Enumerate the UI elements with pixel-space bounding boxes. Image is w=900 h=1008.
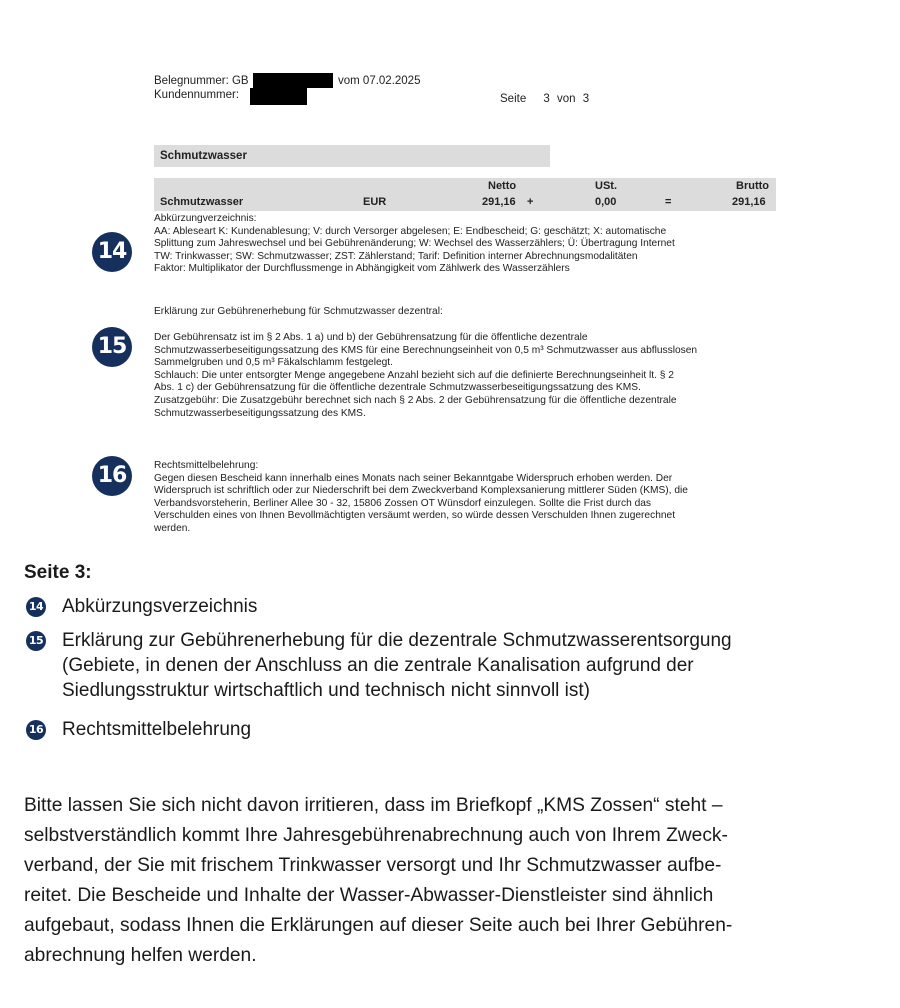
abbrev-title: Abkürzungverzeichnis: (154, 213, 257, 224)
caption-badge-16: 16 (26, 720, 46, 740)
row-netto: 291,16 (482, 196, 516, 208)
explanation-line: Schmutzwasserbeseitigungssatzung des KMS für eine Berechnungseinheit von 0,5 m³ Schmutzwasser aus abflusslosen (154, 344, 698, 356)
paragraph-line: selbstverständlich kommt Ihre Jahresgebührenabrechnung auch von Ihrem Zweck- (24, 825, 728, 846)
section-title: Schmutzwasser (160, 150, 247, 162)
row-plus: + (527, 196, 534, 208)
caption-heading: Seite 3: (24, 562, 92, 583)
paragraph-line: verband, der Sie mit frischem Trinkwasser versorgt und Ihr Schmutzwasser aufbe- (24, 855, 722, 876)
belegnummer-label: Belegnummer: GB (154, 75, 249, 87)
legal-line: werden. (154, 522, 191, 534)
explanation-title: Erklärung zur Gebührenerhebung für Schmutzwasser dezentral: (154, 306, 443, 317)
row-brutto: 291,16 (732, 196, 766, 208)
abbrev-line: AA: Ableseart K: Kundenablesung; V: durch Versorger abgelesen; E: Endbescheid; G: geschätzt; X: automatische (154, 225, 667, 237)
row-currency: EUR (363, 196, 387, 208)
legal-line: Widerspruch ist schriftlich oder zur Niederschrift bei dem Zweckverband Komplexsanierung mittlerer Süden (KMS), die (154, 485, 688, 497)
col-netto-header: Netto (488, 180, 517, 192)
paragraph-line: Bitte lassen Sie sich nicht davon irritieren, dass im Briefkopf „KMS Zossen“ steht – (24, 795, 723, 816)
caption-item-15 (62, 628, 732, 703)
explanation-line: Zusatzgebühr: Die Zusatzgebühr berechnet sich nach § 2 Abs. 2 der Gebührensatzung für die öffentliche dezentrale (154, 394, 677, 406)
redacted-kundennummer (250, 88, 307, 105)
explanation-line: Abs. 1 c) der Gebührensatzung für die öffentliche dezentrale Schmutzwasserbeseitigungssatzung des KMS. (154, 382, 641, 394)
legal-line: Verschulden eines von Ihnen Bevollmächtigten versäumt werden, so würde dessen Verschulden Ihnen zugerechnet (154, 510, 676, 522)
abbreviation-block (154, 213, 754, 276)
page-indicator (500, 92, 589, 106)
page-of: von (557, 93, 576, 105)
caption-item-14: Abkürzungsverzeichnis (62, 596, 258, 617)
abbrev-line: Splittung zum Jahreswechsel und bei Gebührenänderung; W: Wechsel des Wasserzählers; Ü: Übertragung Internet (154, 238, 675, 250)
caption-badge-14: 14 (26, 597, 46, 617)
abbrev-line: Faktor: Multiplikator der Durchflussmenge in Abhängigkeit vom Zählwerk des Wasserzählers (154, 263, 570, 275)
page-label: Seite (500, 93, 527, 105)
legal-line: Verbandsvorsteherin, Berliner Allee 30 - 32, 15806 Zossen OT Wünsdorf einzulegen. Sollte die Frist durch das (154, 497, 652, 509)
row-label: Schmutzwasser (160, 196, 244, 208)
callout-badge-14: 14 (92, 232, 132, 272)
caption-item-15-line: (Gebiete, in denen der Anschluss an die zentrale Kanalisation aufgrund der (62, 655, 694, 676)
page-current: 3 (543, 93, 550, 105)
redacted-belegnummer (253, 73, 333, 88)
paragraph-line: aufgebaut, sodass Ihnen die Erklärungen auf dieser Seite auch bei Ihrer Gebühren- (24, 915, 733, 936)
caption-item-15-line: Siedlungsstruktur wirtschaftlich und technisch nicht sinnvoll ist) (62, 680, 591, 701)
callout-badge-16: 16 (92, 456, 132, 496)
document-date: vom 07.02.2025 (338, 75, 421, 87)
row-ust: 0,00 (595, 196, 617, 208)
caption-item-15-line: Erklärung zur Gebührenerhebung für die dezentrale Schmutzwasserentsorgung (62, 630, 732, 651)
paragraph-line: reitet. Die Bescheide und Inhalte der Wasser-Abwasser-Dienstleister sind ähnlich (24, 885, 714, 906)
explanation-line: Der Gebührensatz ist im § 2 Abs. 1 a) und b) der Gebührensatzung für die öffentliche dezentrale (154, 332, 588, 343)
page-total: 3 (582, 93, 590, 105)
explanation-block (154, 332, 764, 420)
legal-line: Gegen diesen Bescheid kann innerhalb eines Monats nach seiner Bekanntgabe Widerspruch erhoben werden. Der (154, 472, 673, 484)
explanation-line: Schlauch: Die unter entsorgter Menge angegebene Anzahl bezieht sich auf die definierte Berechnungseinheit lt. § 2 (154, 369, 674, 381)
explanation-line: Sammelgruben und 0,5 m³ Fäkalschlamm festgelegt. (154, 357, 393, 369)
caption-badge-15: 15 (26, 631, 46, 651)
legal-block (154, 460, 764, 536)
explanation-line: Schmutzwasserbeseitigungssatzung des KMS. (154, 407, 366, 419)
abbrev-line: TW: Trinkwasser; SW: Schmutzwasser; ZST: Zählerstand; Tarif: Definition interner Abrechnungsmodalitäten (154, 250, 638, 262)
legal-title: Rechtsmittelbelehrung: (154, 460, 259, 471)
explanatory-paragraph (24, 791, 854, 971)
row-equals: = (665, 196, 672, 208)
paragraph-line: abrechnung helfen werden. (24, 945, 257, 966)
kundennummer-label: Kundennummer: (154, 89, 240, 101)
col-ust-header: USt. (595, 180, 617, 192)
caption-item-16: Rechtsmittelbelehrung (62, 719, 252, 740)
callout-badge-15: 15 (92, 327, 132, 367)
col-brutto-header: Brutto (736, 180, 769, 192)
summary-table (154, 178, 776, 211)
